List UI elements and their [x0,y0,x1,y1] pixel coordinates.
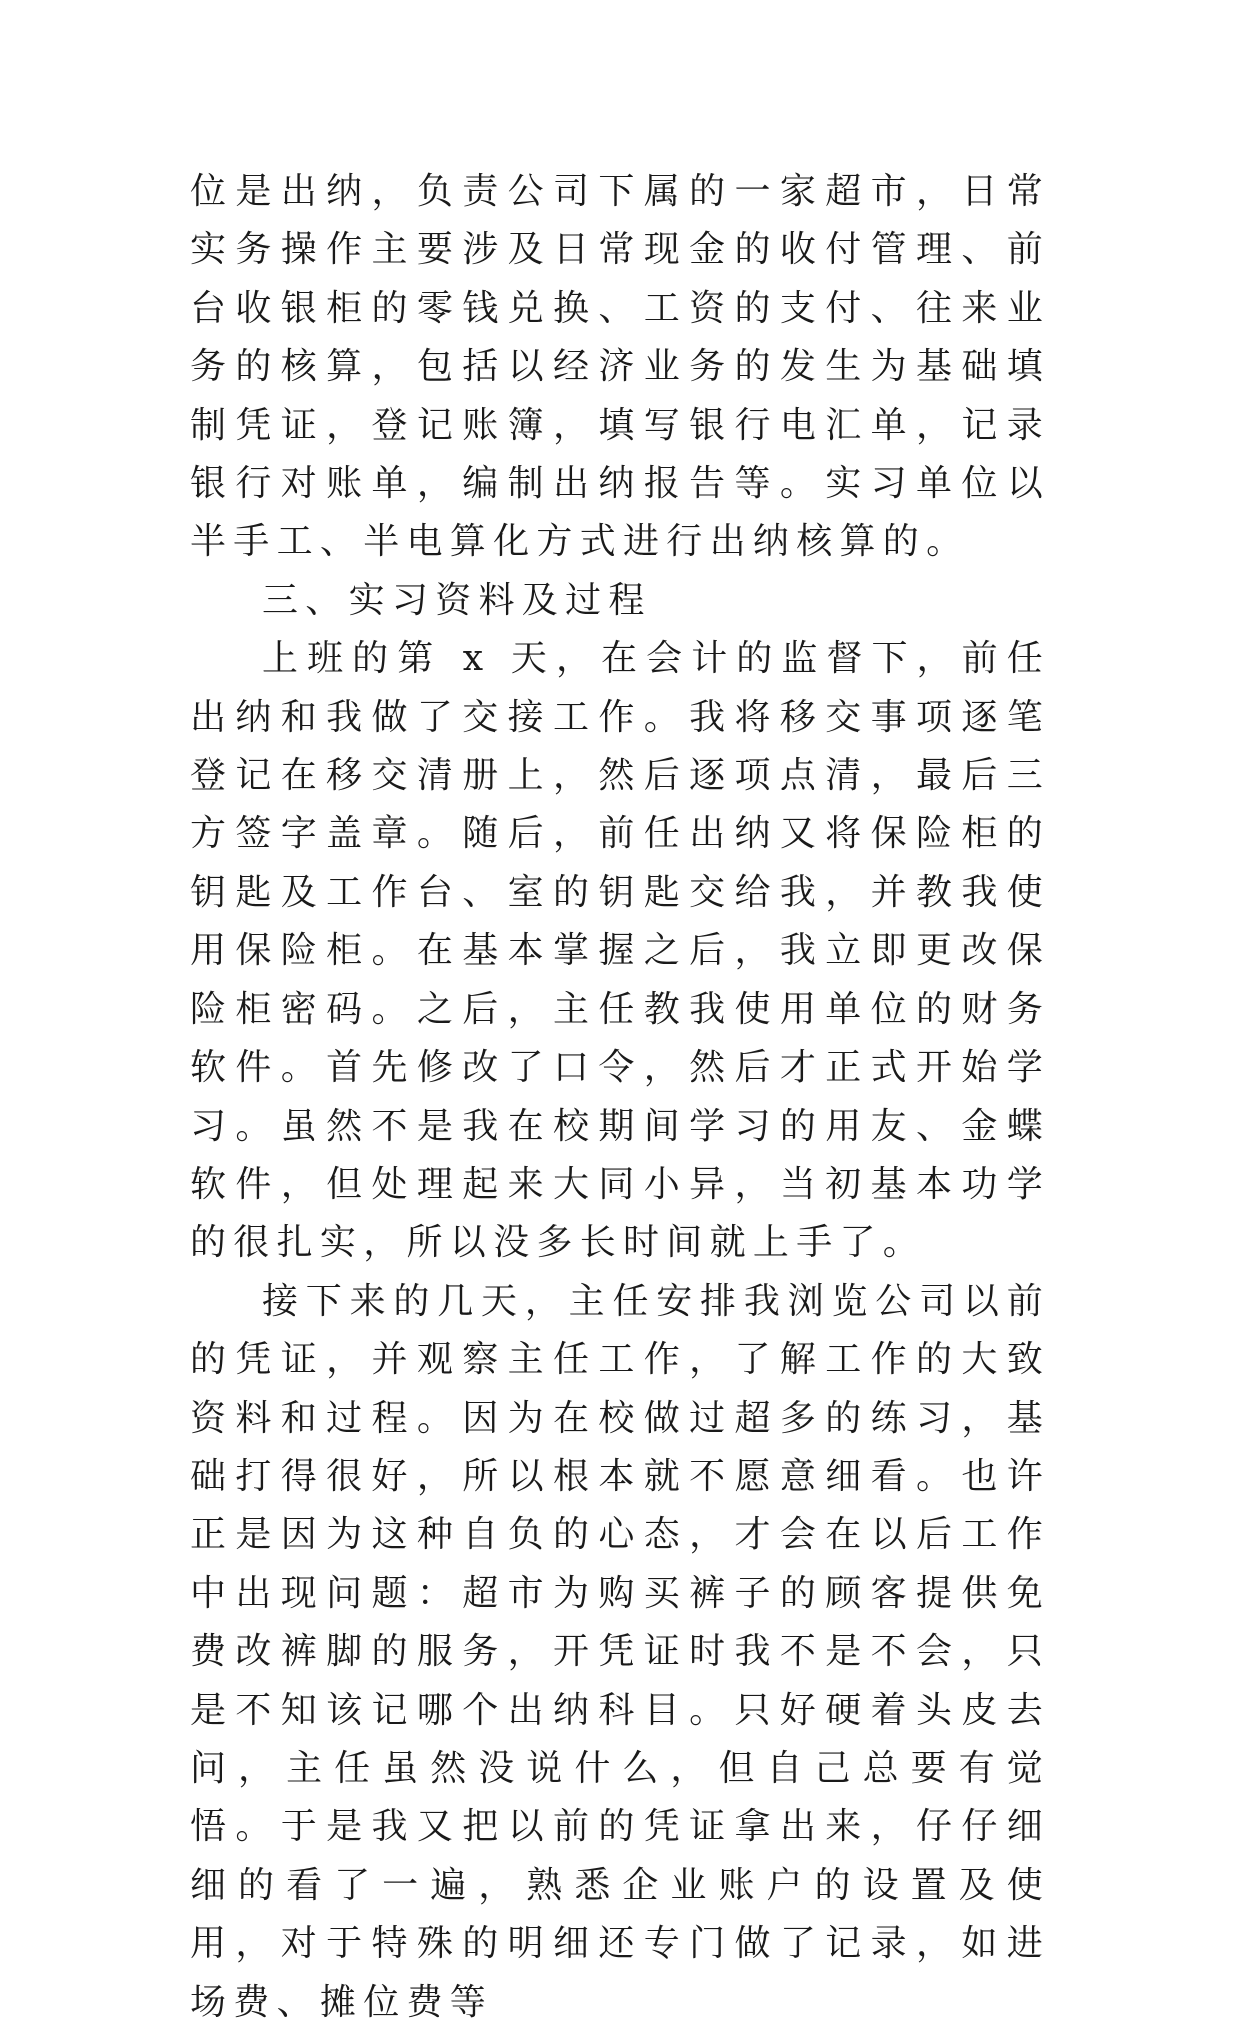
paragraph-handover: 上班的第 x 天，在会计的监督下，前任出纳和我做了交接工作。我将移交事项逐笔登记在移交清册上，然后逐项点清，最后三方签字盖章。随后，前任出纳又将保险柜的钥匙及工作台、室的钥匙交给我，并教我使用保险柜。在基本掌握之后，我立即更改保险柜密码。之后，主任教我使用单位的财务软件。首先修改了口令，然后才正式开始学习。虽然不是我在校期间学习的用友、金蝶软件，但处理起来大同小异，当初基本功学的很扎实，所以没多长时间就上手了。 [190,638,1050,1264]
section-heading-3: 三、实习资料及过程 [262,579,652,621]
document-body [190,163,1050,2032]
paragraph-duties: 位是出纳，负责公司下属的一家超市，日常实务操作主要涉及日常现金的收付管理、前台收银柜的零钱兑换、工资的支付、往来业务的核算，包括以经济业务的发生为基础填制凭证，登记账簿，填写银行电汇单，记录银行对账单，编制出纳报告等。实习单位以半手工、半电算化方式进行出纳核算的。 [190,171,1050,563]
paragraph-learning: 接下来的几天，主任安排我浏览公司以前的凭证，并观察主任工作，了解工作的大致资料和过程。因为在校做过超多的练习，基础打得很好，所以根本就不愿意细看。也许正是因为这种自负的心态，才会在以后工作中出现问题：超市为购买裤子的顾客提供免费改裤脚的服务，开凭证时我不是不会，只是不知该记哪个出纳科目。只好硬着头皮去问，主任虽然没说什么，但自己总要有觉悟。于是我又把以前的凭证拿出来，仔仔细细的看了一遍，熟悉企业账户的设置及使用，对于特殊的明细还专门做了记录，如进场费、摊位费等 [190,1280,1050,2023]
